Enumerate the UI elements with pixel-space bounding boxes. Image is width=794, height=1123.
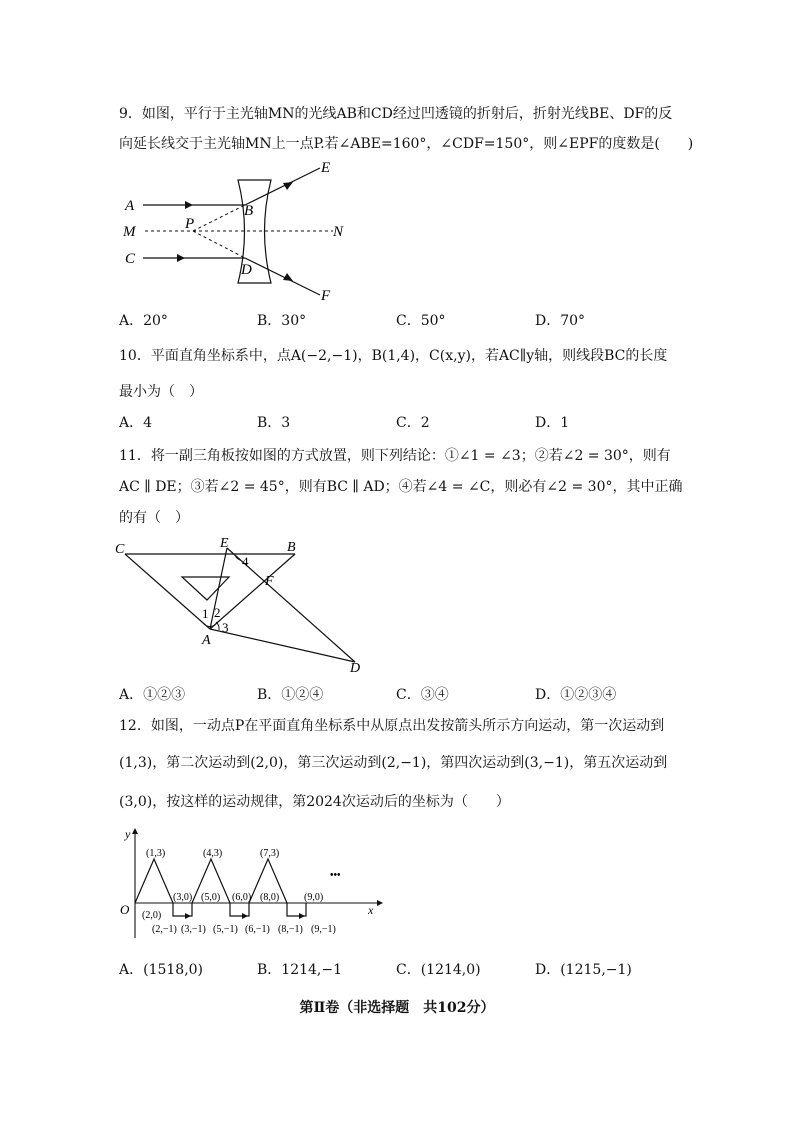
q12-option-c[interactable]: C．(1214,0) bbox=[396, 962, 481, 978]
q9-option-b[interactable]: B．30° bbox=[257, 313, 307, 329]
path-step-1 bbox=[173, 903, 192, 916]
label-1-3: (1,3) bbox=[146, 848, 166, 859]
label-P: P bbox=[185, 216, 195, 232]
label-4-3: (4,3) bbox=[203, 848, 223, 859]
q10-stem-line1: 10．平面直角坐标系中，点A(−2,−1)，B(1,4)，C(x,y)，若AC∥y轴，则线段BC的长度 bbox=[119, 348, 668, 364]
label-7-3: (7,3) bbox=[260, 848, 280, 859]
q10-option-a[interactable]: A．4 bbox=[119, 415, 153, 431]
q12-path-figure bbox=[115, 826, 385, 944]
q11-stem-line1: 11．将一副三角板按如图的方式放置，则下列结论：①∠1 = ∠3；②若∠2 = 30°，则有 bbox=[119, 448, 671, 464]
inner-triangle bbox=[182, 577, 229, 600]
label-D: D bbox=[241, 262, 252, 278]
path-step-4-hidden bbox=[293, 903, 312, 916]
label-8-m1: (8,−1) bbox=[278, 924, 303, 935]
label-9-m1: (9,−1) bbox=[311, 924, 336, 935]
label-8-0: (8,0) bbox=[260, 892, 280, 903]
q10-option-c[interactable]: C．2 bbox=[396, 415, 430, 431]
q11-triangle-figure bbox=[115, 538, 375, 678]
q9-option-c[interactable]: C．50° bbox=[396, 313, 446, 329]
q9-stem-line2: 向延长线交于主光轴MN上一点P.若∠ABE=160°，∠CDF=150°，则∠EPF的度数是( ) bbox=[119, 136, 694, 152]
label-A: A bbox=[202, 633, 211, 648]
q12-option-d[interactable]: D．(1215,−1) bbox=[535, 962, 632, 978]
label-N: N bbox=[333, 224, 344, 240]
label-x: x bbox=[368, 903, 374, 917]
label-E: E bbox=[321, 160, 331, 176]
label-9-0: (9,0) bbox=[304, 892, 324, 903]
section-title: 第Ⅱ卷（非选择题 共102分） bbox=[299, 1000, 495, 1016]
path-step-3 bbox=[287, 903, 306, 916]
label-origin: O bbox=[120, 902, 130, 917]
label-3-0: (3,0) bbox=[173, 892, 193, 903]
arrow-step-2 bbox=[242, 913, 248, 919]
q9-option-a[interactable]: A．20° bbox=[119, 313, 168, 329]
arrow-CD bbox=[177, 254, 185, 262]
arrow-step-3 bbox=[299, 913, 305, 919]
ray-DF bbox=[245, 258, 320, 295]
q12-option-b[interactable]: B．1214,−1 bbox=[257, 962, 343, 978]
q11-option-c[interactable]: C．③④ bbox=[396, 687, 449, 703]
arc-angle-1 bbox=[203, 623, 215, 626]
label-angle-1: 1 bbox=[202, 606, 209, 621]
label-2-0: (2,0) bbox=[142, 910, 162, 921]
label-C: C bbox=[115, 542, 125, 557]
segment-AD bbox=[210, 629, 355, 662]
label-angle-2: 2 bbox=[214, 605, 221, 620]
x-axis-arrow bbox=[377, 900, 383, 906]
q11-stem-line2: AC ∥ DE；③若∠2 = 45°，则有BC ∥ AD；④若∠4 = ∠C，则必有∠2 = 30°，其中正确 bbox=[119, 479, 683, 495]
q10-option-b[interactable]: B．3 bbox=[257, 415, 291, 431]
q11-option-d[interactable]: D．①②③④ bbox=[535, 687, 617, 703]
label-angle-3: 3 bbox=[222, 620, 229, 635]
label-3-m1: (3,−1) bbox=[181, 924, 206, 935]
q12-stem-line1: 12．如图，一动点P在平面直角坐标系中从原点出发按箭头所示方向运动，第一次运动到 bbox=[119, 718, 665, 734]
q12-stem-line3: (3,0)，按这样的运动规律，第2024次运动后的坐标为（ ） bbox=[119, 794, 510, 810]
ellipsis: ••• bbox=[330, 870, 341, 881]
path-peak-1 bbox=[135, 859, 173, 903]
q9-option-d[interactable]: D．70° bbox=[535, 313, 586, 329]
label-angle-4: 4 bbox=[242, 554, 249, 569]
q11-stem-line3: 的有（ ） bbox=[119, 510, 189, 526]
q11-option-b[interactable]: B．①②④ bbox=[257, 687, 324, 703]
q11-option-a[interactable]: A．①②③ bbox=[119, 687, 186, 703]
label-6-m1: (6,−1) bbox=[245, 924, 270, 935]
path-step-2 bbox=[230, 903, 249, 916]
label-y: y bbox=[125, 827, 131, 841]
q10-stem-line2: 最小为（ ） bbox=[119, 384, 203, 400]
segment-AB bbox=[210, 554, 295, 629]
label-F: F bbox=[265, 574, 274, 589]
ray-BE bbox=[245, 168, 320, 205]
label-A: A bbox=[125, 198, 135, 214]
label-5-0: (5,0) bbox=[201, 892, 221, 903]
label-M: M bbox=[123, 224, 136, 240]
arrow-AB bbox=[185, 201, 193, 209]
q12-stem-line2: (1,3)，第二次运动到(2,0)，第三次运动到(2,−1)，第四次运动到(3,−1)，第五次运动到 bbox=[119, 755, 668, 771]
extension-PB bbox=[193, 205, 245, 231]
y-axis-arrow bbox=[132, 828, 138, 834]
label-E: E bbox=[220, 536, 229, 551]
label-D: D bbox=[350, 661, 361, 676]
label-6-0: (6,0) bbox=[232, 892, 252, 903]
extension-PD bbox=[193, 231, 245, 258]
label-2-m1: (2,−1) bbox=[152, 924, 177, 935]
label-5-m1: (5,−1) bbox=[213, 924, 238, 935]
label-F: F bbox=[321, 288, 331, 304]
label-C: C bbox=[125, 251, 136, 267]
q9-lens-figure bbox=[115, 158, 345, 303]
arrow-step-1 bbox=[185, 913, 191, 919]
label-B: B bbox=[244, 203, 254, 219]
q12-option-a[interactable]: A．(1518,0) bbox=[119, 962, 204, 978]
q10-option-d[interactable]: D．1 bbox=[535, 415, 570, 431]
label-B: B bbox=[287, 540, 296, 555]
q9-stem-line1: 9．如图，平行于主光轴MN的光线AB和CD经过凹透镜的折射后，折射光线BE、DF的反 bbox=[119, 106, 673, 122]
